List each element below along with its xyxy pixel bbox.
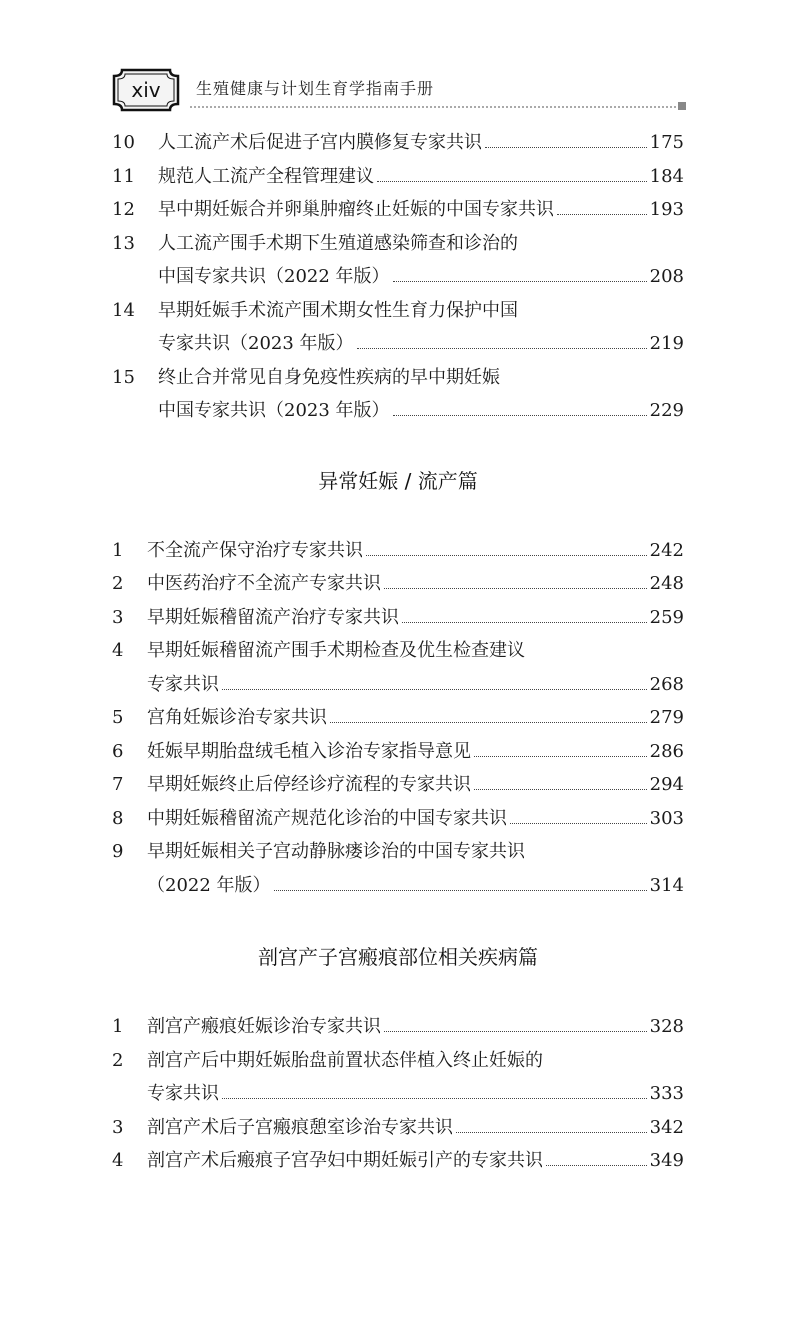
entry-number: 7 (112, 774, 124, 795)
page-ref: 219 (649, 333, 684, 354)
toc-entry-line (112, 835, 684, 869)
entry-title-with-page (158, 160, 684, 194)
entry-title-with-page (147, 768, 684, 802)
toc-entry-line (112, 735, 684, 769)
leader-dots (402, 622, 647, 623)
leader-dots (357, 348, 647, 349)
entry-title: 早期妊娠相关子宫动静脉瘘诊治的中国专家共识 (147, 841, 525, 862)
entry-title: 早中期妊娠合并卵巢肿瘤终止妊娠的中国专家共识 (158, 199, 554, 220)
entry-title-with-page (147, 567, 684, 601)
entry-title-with-page (147, 701, 684, 735)
toc-entry-line (112, 768, 684, 802)
toc-entry-line (112, 601, 684, 635)
entry-title: 剖宫产术后瘢痕子宫孕妇中期妊娠引产的专家共识 (147, 1150, 543, 1171)
entry-title-with-page (158, 126, 684, 160)
toc-entry-line (112, 701, 684, 735)
page-ref: 242 (649, 539, 684, 561)
entry-number: 1 (112, 1016, 124, 1037)
leader-dots (222, 1098, 647, 1099)
page-ref: 248 (649, 573, 684, 594)
toc-entry-line (112, 1111, 684, 1145)
toc-entry-line (112, 1044, 684, 1078)
entry-number: 5 (112, 707, 124, 728)
leader-dots (546, 1165, 647, 1166)
leader-dots (274, 890, 647, 891)
entry-title: 中国专家共识（2023 年版） (158, 400, 390, 421)
section-heading-cesarean-scar: 剖宫产子宫瘢痕部位相关疾病篇 (258, 945, 538, 969)
toc-entry-line (112, 534, 684, 568)
leader-dots (222, 689, 647, 690)
entry-title-with-page (158, 193, 684, 227)
leader-dots (393, 281, 647, 282)
leader-dots (510, 823, 647, 824)
entry-title: 中国专家共识（2022 年版） (158, 266, 390, 287)
page-ref: 303 (649, 807, 684, 829)
entry-title-with-page (147, 802, 684, 836)
page-ref: 259 (649, 606, 684, 628)
toc-entry-line (112, 634, 684, 668)
leader-dots (377, 181, 647, 182)
entry-title: 终止合并常见自身免疫性疾病的早中期妊娠 (158, 366, 500, 388)
page-ref: 208 (649, 266, 684, 287)
entry-title: 中医药治疗不全流产专家共识 (147, 573, 381, 594)
toc-entry-line (112, 668, 684, 702)
leader-dots (456, 1132, 647, 1133)
leader-dots (384, 588, 647, 589)
entry-title-with-page (147, 1144, 684, 1178)
page-ref: 193 (649, 199, 684, 220)
toc-entry-line (112, 193, 684, 227)
toc-entry-line (112, 294, 684, 328)
entry-number: 4 (112, 640, 124, 661)
entry-number: 10 (112, 132, 135, 153)
entry-title: 人工流产术后促进子宫内膜修复专家共识 (158, 132, 482, 153)
leader-dots (557, 214, 647, 215)
entry-title: 早期妊娠稽留流产治疗专家共识 (147, 606, 399, 628)
page-ref: 184 (649, 165, 684, 187)
entry-title: 专家共识 (147, 673, 219, 695)
entry-title-with-page (158, 394, 684, 428)
entry-title-with-page (158, 260, 684, 294)
toc-section-3 (112, 1010, 684, 1178)
toc-entry-line (112, 869, 684, 903)
toc-entry-line (112, 227, 684, 261)
entry-title: 剖宫产后中期妊娠胎盘前置状态伴植入终止妊娠的 (147, 1049, 543, 1071)
entry-title: 专家共识 (147, 1083, 219, 1104)
page-ref: 328 (649, 1016, 684, 1037)
toc-entry-line (112, 260, 684, 294)
leader-dots (384, 1031, 647, 1032)
page-ref: 229 (649, 400, 684, 421)
toc-entry-line (112, 394, 684, 428)
page-ref: 175 (649, 132, 684, 153)
entry-title: 妊娠早期胎盘绒毛植入诊治专家指导意见 (147, 740, 471, 762)
entry-title: （2022 年版） (147, 874, 271, 896)
page-ref: 268 (649, 673, 684, 695)
entry-number: 15 (112, 366, 135, 388)
header-divider-end (678, 102, 686, 110)
entry-number: 4 (112, 1150, 124, 1171)
entry-title: 早期妊娠终止后停经诊疗流程的专家共识 (147, 774, 471, 795)
page-ref: 333 (649, 1083, 684, 1104)
entry-number: 1 (112, 539, 124, 561)
entry-number: 3 (112, 1116, 124, 1138)
leader-dots (474, 789, 647, 790)
toc-entry-line (112, 327, 684, 361)
running-header (112, 68, 692, 118)
entry-title-with-page (147, 534, 684, 568)
page-ref: 279 (649, 707, 684, 728)
entry-title: 中期妊娠稽留流产规范化诊治的中国专家共识 (147, 807, 507, 829)
entry-title: 剖宫产术后子宫瘢痕憩室诊治专家共识 (147, 1116, 453, 1138)
entry-number: 12 (112, 199, 135, 220)
toc-section-1 (112, 126, 684, 428)
toc-entry-line (112, 567, 684, 601)
entry-number: 13 (112, 232, 135, 254)
entry-number: 8 (112, 807, 124, 829)
entry-number: 2 (112, 573, 124, 594)
entry-number: 6 (112, 740, 124, 762)
entry-title: 人工流产围手术期下生殖道感染筛查和诊治的 (158, 232, 518, 254)
entry-title: 规范人工流产全程管理建议 (158, 165, 374, 187)
toc-entry-line (112, 126, 684, 160)
entry-title: 宫角妊娠诊治专家共识 (147, 707, 327, 728)
entry-title-with-page (147, 1077, 684, 1111)
entry-title-with-page (147, 869, 684, 903)
table-of-contents (112, 126, 684, 1178)
entry-title-with-page (147, 1111, 684, 1145)
entry-number: 2 (112, 1049, 124, 1071)
entry-title: 剖宫产瘢痕妊娠诊治专家共识 (147, 1016, 381, 1037)
entry-number: 14 (112, 299, 135, 321)
entry-title-with-page (147, 1010, 684, 1044)
page-ref: 342 (649, 1116, 684, 1138)
entry-title: 早期妊娠稽留流产围手术期检查及优生检查建议 (147, 640, 525, 661)
page-number-badge (112, 68, 180, 112)
entry-title: 早期妊娠手术流产围术期女性生育力保护中国 (158, 299, 518, 321)
entry-title-with-page (147, 601, 684, 635)
toc-entry-line (112, 361, 684, 395)
page-ref: 294 (649, 774, 684, 795)
entry-title-with-page (147, 735, 684, 769)
book-title: 生殖健康与计划生育学指南手册 (196, 79, 435, 98)
entry-number: 11 (112, 165, 135, 187)
entry-number: 9 (112, 841, 124, 862)
entry-title: 专家共识（2023 年版） (158, 333, 354, 354)
page-ref: 349 (649, 1150, 684, 1171)
toc-entry-line (112, 1077, 684, 1111)
entry-number: 3 (112, 606, 124, 628)
entry-title: 不全流产保守治疗专家共识 (147, 539, 363, 561)
leader-dots (485, 147, 647, 148)
toc-entry-line (112, 1144, 684, 1178)
header-divider (190, 106, 684, 108)
toc-entry-line (112, 802, 684, 836)
toc-section-2 (112, 534, 684, 903)
leader-dots (330, 722, 647, 723)
leader-dots (393, 415, 647, 416)
toc-entry-line (112, 160, 684, 194)
entry-title-with-page (147, 668, 684, 702)
leader-dots (366, 555, 647, 556)
entry-title-with-page (158, 327, 684, 361)
page-ref: 286 (649, 740, 684, 762)
page-ref: 314 (649, 874, 684, 896)
section-heading-abnormal-pregnancy: 异常妊娠 / 流产篇 (318, 468, 478, 493)
leader-dots (474, 756, 647, 757)
toc-entry-line (112, 1010, 684, 1044)
page-number: xiv (131, 78, 161, 102)
